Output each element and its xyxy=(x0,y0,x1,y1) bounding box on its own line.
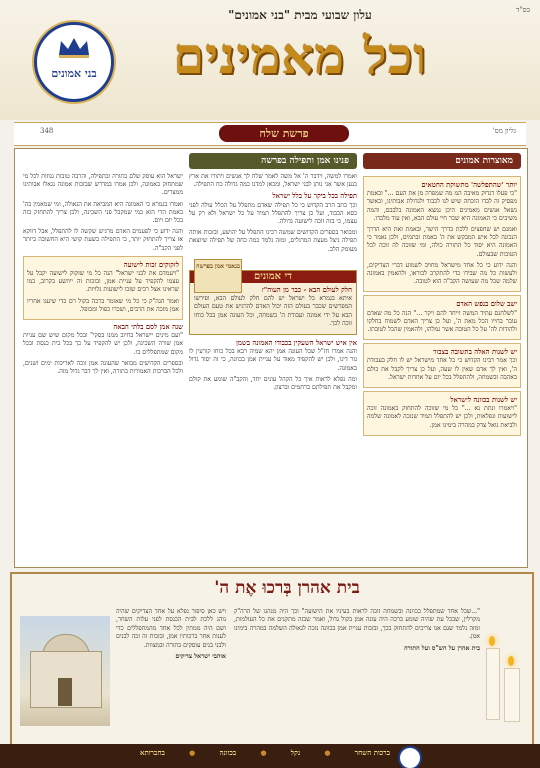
feature-box xyxy=(189,262,357,335)
bsd-mark: בס"ד xyxy=(516,6,530,14)
section-header-amen-prayer: פנינו אמן ותפילה בפרשה xyxy=(189,153,357,169)
article-title: תפילה בכל ביקר על בלל ישראל xyxy=(272,192,357,201)
article-text: ומבואר בספרים הקדושים שמשה רבינו התפלל על יהושע, ובזכות אותה תפילה ניצל מעצת המרגלים, ומזה נלמד כמה כחה של תפילה שיוצאת מעומק הלב. xyxy=(189,229,357,253)
candle xyxy=(486,648,500,720)
column-right xyxy=(363,173,521,561)
article-text: ומה נפלא לראות איך כל הקהל עונים יחד, והקב"ה שומע את קולם ומקבל את תפילתם ברחמים וברצון. xyxy=(189,375,357,392)
article-title: ישב שלום בנפש האדם xyxy=(456,300,517,309)
article-text: והנה ידוע כי לפעמים האדם מרגיש שקשה לו להתפלל, אבל דווקא אז צריך להתחזק יותר, כי התפילה בשעת קושי היא החשובה ביותר לפני הקב"ה. xyxy=(23,228,183,252)
story-section xyxy=(10,572,534,746)
article-title: יש לשנות האלה בתשובה בצבור xyxy=(433,348,517,357)
story-text-left xyxy=(116,608,226,718)
column-left xyxy=(23,173,183,561)
tomb-photo xyxy=(20,616,110,726)
feature-title: די אמונים xyxy=(190,271,356,283)
parsha-name: פרשת שלח xyxy=(219,125,349,142)
article-text: והנה ידוע כי כל אחד מישראל מחויב לשמוע דברי הצדיקים, ולעשות כל מה שבידו כדי להתקרב לבוראו, ולהאמין באמונה שלמה שכל מה שעושה הקב"ה הוא לטובה. xyxy=(367,261,517,286)
article-text: "ועם מינים יישראל בחיוב ממנו בסקי" ובכל מקום שיש שם עניית אמן שורה השכינה, ולכן יש להקפיד על כך בכל בית כנסת ובכל מקום שמתפללים בו. xyxy=(23,332,183,356)
article-box xyxy=(23,256,183,320)
article-text: ישראל הוא עוסק שלם בתורה ובתפילה, והרבה טובות גנוזות לכל מי שמתחזק באמונה, ולכן אמרו במדרש שבזכות אמונה נגאלו אבותינו ממצרים. xyxy=(23,173,183,197)
flame-icon xyxy=(508,656,514,666)
candle xyxy=(504,668,520,722)
article-text: וכך אמר רבינו הקדוש כי כל אחד מישראל יש לו חלק בעבודת ה', ואין לך אדם שאין לו שעה, ועל כן צריך לקבל את כולם באהבה ובשמחה, ולהתפלל בכל יום על אחדות ישראל. xyxy=(367,357,517,381)
article-title: יותר 'שהתפלשה' מתשוקת החטאים xyxy=(421,181,517,189)
parsha-bar xyxy=(14,122,526,146)
story-signature: אוהבי ישראל צדיקים xyxy=(175,653,226,661)
story-paragraph: ויש כאן סיפור נפלא על אחד הצדיקים שהיה נוהג ללכת לבית הכנסת לפני עלות השחר, ושם היה ממתין לכל אחד מהמתפללים כדי לענות אחר ברכותיו אמן, ובזכות זה זכה לבנים ולבני בנים עוסקים בתורה ובמצוות. xyxy=(116,608,226,649)
article-text: וכך כתב הרב הקדוש כי כל תפילה שאדם מתפלל על הכלל עולה לפני כסא הכבוד, ועל כן צריך להתפלל תמיד על כל ישראל ולא רק על עצמו, כי בזה זוכה לישועה גדולה. xyxy=(189,201,357,226)
masthead-title: וכל מאמינים xyxy=(172,26,428,85)
article-text: "לשלחנם עתיד המשה וייחד להם ויקר ..." הנה כל מה שאדם עובר בחייו הכל מאת ה', ועל כן צריך האדם לשמוח בחלקו ולהודות לה' על כל הטובה אשר גמלהו, ולהאמין שהכל לטובתו. xyxy=(367,309,517,334)
article-text: "ויעמדם את לבני ישראל" הנה כל מי שזקוק לישועה יקבל על עצמו להקפיד על עניית אמן, ובזכות זה ייוושע בקרוב, כמו שראינו אצל רבים שזכו לישועות גלויות. xyxy=(27,270,179,294)
footer-item: בחברותא xyxy=(140,748,165,757)
story-text-right xyxy=(234,608,480,720)
story-signature: בית אהרן על הש"ס ועל התורה xyxy=(404,644,480,652)
footer-bar xyxy=(0,744,540,768)
story-paragraph: "...שכל אחד שמתפלל בכוונה ובשמחה זוכה לראות בעיניו את הישועה" וכך היה מנהגו של הרה"ק מקרלין, שבכל עת שהיה שומע ברכה היה עונה אמן בקול גדול, ואמר שבזה מתקנים את כל העולמות, ומזה נלמד שגם אנו צריכים להתחזק בכך, ובזכות עניית אמן בכוונה נזכה לגאולה השלמה במהרה בימינו אמן. xyxy=(234,608,480,641)
article-box xyxy=(363,343,521,388)
feature-badge: בנאמי אמן בפרשה xyxy=(194,259,242,293)
column-middle xyxy=(189,173,357,561)
footer-item: ברכות השחר xyxy=(354,748,390,757)
separator-dot: ● xyxy=(260,748,267,757)
feature-text: איתא בגמרא כל ישראל יש להם חלק לעולם הבא, ופירשו המפרשים שכבר בעולם הזה יכול האדם להרגיש את טעם העולם הבא על ידי אמונה ועבודת ה' בשמחה, וכל העונה אמן בכל כוחו זוכה לכך. xyxy=(194,295,352,327)
footer-item: נקל xyxy=(290,748,301,757)
article-title: יש לשנות בכוונה לישראל xyxy=(450,396,517,405)
article-text: ובספרים הקדושים מבואר שהעונה אמן זוכה לאריכות ימים ושנים, ולכל הברכות האמורות בתורה, ואין לך דבר גדול מזה. xyxy=(23,359,183,376)
bnei-emunim-logo xyxy=(34,22,114,102)
article-text: "כי פעלו דנדוק מאיבה המ מה שמפרה מן את העם ..." ובאמת מפסיק זה לבדו הוכחה שיש לנו לכבוד ולגדולת אבותינו, וכאשר נשאל אנשים מאמינים היכן נמצא האמונה בלבבם, והמה משיבים כי האמונה היא שכר חיי עולם הבא, ואין עוד מלבדו. xyxy=(367,190,517,222)
crown-icon xyxy=(57,35,91,59)
article-text: "ויאמרו ונתת נא ..." כל מי שזוכה להתחזק באמונה זוכה לישועות ונפלאות, ולכן יש להתפלל תמיד שנזכה לאמונה שלמה ולביאת גואל צדק במהרה בימינו אמן. xyxy=(367,405,517,429)
article-text: ואמר הגה"ק כי כל מי שאומר ברכה בקול רם כדי שיענו אחריו אמן מזכה את הרבים, ושכרו כפול ומכופל. xyxy=(27,297,179,313)
article-text: ואמרו בגמרא כי האמונה היא המביאה את הגאולה, ומי שמאמין בה' באמת הרי הוא כמי שמקבל פני השכינה, ולכן צריך להתחזק בזה בכל יום ויום. xyxy=(23,200,183,225)
section-header-treasures: מאוצרות אמונים xyxy=(363,153,521,169)
door-shape xyxy=(58,678,72,706)
article-title: לזקוקים זכות לישועה xyxy=(123,260,179,269)
footer-items xyxy=(140,748,390,757)
masthead xyxy=(0,0,540,120)
article-box xyxy=(363,391,521,436)
article-title: אין איש ישראל השעקין בכבודו האמונה בשמן xyxy=(236,339,357,348)
article-box xyxy=(363,295,521,340)
flame-icon xyxy=(489,636,495,646)
article-box xyxy=(363,176,521,292)
footer-logo xyxy=(398,746,422,768)
logo-text: בני אמונים xyxy=(51,67,97,80)
separator-dot: ● xyxy=(189,748,196,757)
candles-illustration xyxy=(482,608,526,728)
article-text: והנה אמרו חז"ל שכל העונה אמן יהא שמיה רבא בכל כוחו קורעין לו גזר דינו, ולכן יש להקפיד מאוד על עניית אמן בכוונה, כי זה יסוד גדול באמונה. xyxy=(189,348,357,372)
footer-item: בכוונה xyxy=(219,748,237,757)
separator-dot: ● xyxy=(324,748,331,757)
issue-label: גליון מס' xyxy=(492,127,516,135)
article-text: ואמרו למשה, וידבר ה' אל משה לאמר שלח לך אנשים ויתורו את ארץ כנען אשר אני נותן לבני ישראל, ומכאן למדנו כמה גדולה כח התפילה. xyxy=(189,173,357,189)
story-title: בית אהרן בְּרכוּ אֶת ה' xyxy=(214,578,360,598)
feature-subtitle: חלק לעולם הבא - כבר מן העוה"ז xyxy=(261,286,352,295)
article-title: שנה אמן לסם בלתי הבאה xyxy=(113,323,183,332)
article-text: ואמנם יש שחפצים ללכת בדרך הישר, ובאמת זאת היא הדרך הנכונה לכל איש המבקש את ה' באמת ובתמים, ולכן נאמר כי האמונה היא יסוד כל התורה כולה, ומי שזוכה לה זוכה לכל הטובות שבעולם. xyxy=(367,226,517,258)
issue-number: 348 xyxy=(40,127,54,135)
masthead-subtitle: עלון שבועי מבית "בני אמונים" xyxy=(228,8,372,22)
main-content xyxy=(14,148,528,568)
